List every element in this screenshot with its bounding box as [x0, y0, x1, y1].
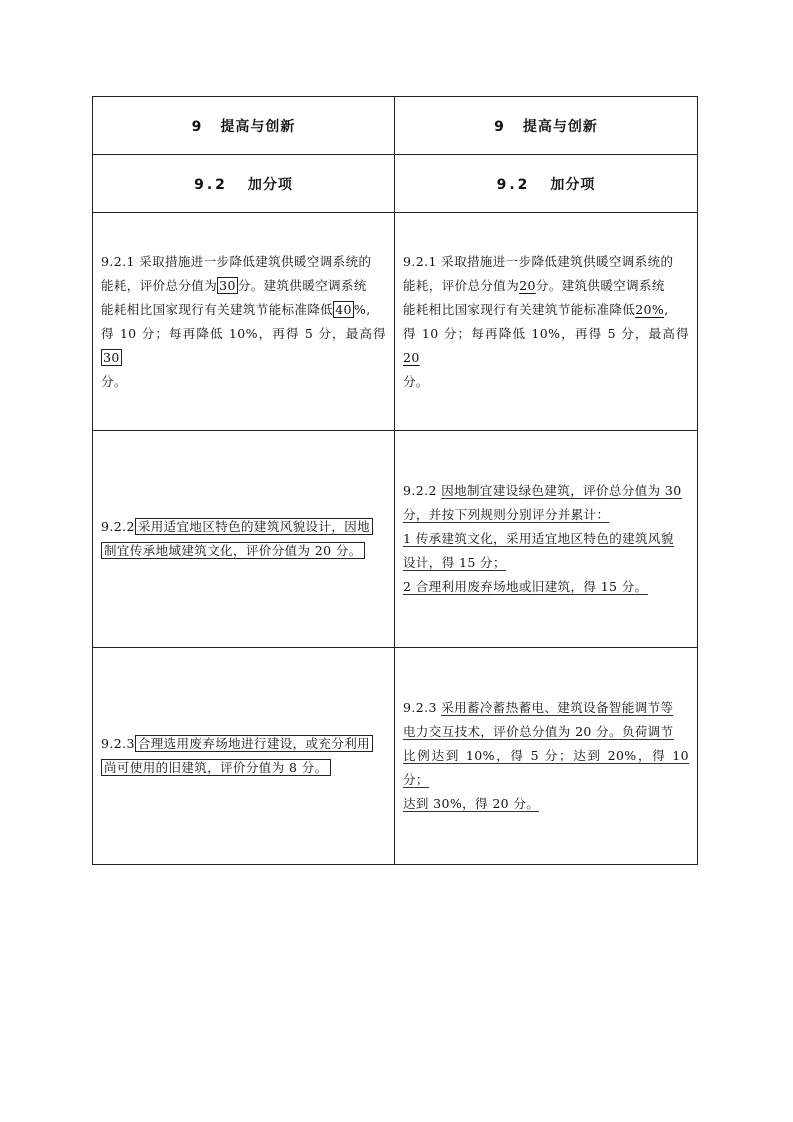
- clause-text: 9.2.1 采取措施进一步降低建筑供暖空调系统的 能耗，评价总分值为20分。建筑供暖空调系统 能耗相比国家现行有关建筑节能标准降低20%, 得 10 分；每再降低 10%，再得 5 分，最高得20 分。: [403, 253, 689, 389]
- section-header-right: [395, 155, 698, 213]
- clause-text: 9.2.2 因地制宜建设绿色建筑，评价总分值为 30 分，并按下列规则分别评分并累计： 1 传承建筑文化，采用适宜地区特色的建筑风貌 设计，得 15 分； 2 合理利用废弃场地或旧建筑，得 15 分。: [403, 483, 682, 594]
- clause-text: 9.2.3 采用蓄冷蓄热蓄电、建筑设备智能调节等 电力交互技术，评价总分值为 20 分。负荷调节 比例达到 10%，得 5 分；达到 20%，得 10 分； 达到 30%，得 20 分。: [403, 700, 689, 811]
- section-header-row: [93, 155, 698, 213]
- clause-9-2-1-new: [395, 213, 698, 431]
- comparison-table: [92, 96, 698, 865]
- deleted-text-box: 采用适宜地区特色的建筑风貌设计，因地: [135, 518, 373, 535]
- chapter-number: 9: [494, 118, 505, 135]
- clause-9-2-1-row: [93, 213, 698, 431]
- changed-value-box: 30: [103, 349, 120, 365]
- section-title: 加分项: [550, 176, 596, 193]
- added-text-underline: 比例达到 10%，得 5 分；达到 20%，得 10 分；: [403, 748, 689, 787]
- changed-value-underline: 20: [519, 277, 536, 293]
- added-text-underline: 设计，得 15 分；: [403, 555, 506, 570]
- changed-value-underline: 20%: [635, 301, 665, 317]
- deleted-text-box: 尚可使用的旧建筑，评价分值为 8 分。: [101, 759, 331, 776]
- clause-9-2-1-old: [93, 213, 395, 431]
- chapter-title: 提高与创新: [522, 118, 598, 135]
- chapter-number: 9: [191, 118, 203, 135]
- clause-9-2-2-new: [395, 431, 698, 648]
- clause-9-2-3-row: [93, 648, 698, 865]
- added-text-underline: 2 合理利用废弃场地或旧建筑，得 15 分。: [403, 579, 648, 594]
- clause-text: 9.2.2 采用适宜地区特色的建筑风貌设计，因地 制宜传承地域建筑文化，评价分值为 20 分。: [93, 515, 394, 563]
- chapter-header-row: [93, 97, 698, 155]
- added-text-underline: 因地制宜建设绿色建筑，评价总分值为 30: [441, 483, 682, 498]
- section-number: 9.2: [194, 176, 228, 193]
- section-title: 加分项: [247, 176, 293, 193]
- clause-9-2-3-old: [93, 648, 395, 865]
- added-text-underline: 电力交互技术，评价总分值为 20 分。负荷调节: [403, 724, 674, 739]
- clause-9-2-3-new: [395, 648, 698, 865]
- added-text-underline: 1 传承建筑文化，采用适宜地区特色的建筑风貌: [403, 531, 674, 546]
- changed-value-underline: 20: [403, 349, 420, 365]
- clause-9-2-2-old: [93, 431, 395, 648]
- section-number: 9.2: [496, 176, 531, 193]
- added-text-underline: 分，并按下列规则分别评分并累计：: [403, 507, 610, 522]
- clause-9-2-2-row: [93, 431, 698, 648]
- added-text-underline: 采用蓄冷蓄热蓄电、建筑设备智能调节等: [441, 700, 674, 715]
- deleted-text-box: 制宜传承地域建筑文化，评价分值为 20 分。: [101, 542, 365, 559]
- clause-text: 9.2.1 采取措施进一步降低建筑供暖空调系统的 能耗，评价总分值为 30 分。建筑供暖空调系统 能耗相比国家现行有关建筑节能标准降低 40 %, 得 10 分；每再降低 10%，再得 5 分，最高得30 分。: [101, 253, 386, 389]
- chapter-header-right: [395, 97, 698, 155]
- chapter-header-left: [93, 97, 395, 155]
- chapter-title: 提高与创新: [220, 118, 296, 135]
- added-text-underline: 达到 30%，得 20 分。: [403, 796, 540, 811]
- clause-text: 9.2.3 合理选用废弃场地进行建设，或充分利用 尚可使用的旧建筑，评价分值为 8 分。: [93, 732, 394, 780]
- changed-value-box: 40: [335, 301, 352, 317]
- section-header-left: [93, 155, 395, 213]
- changed-value-box: 30: [219, 277, 236, 293]
- deleted-text-box: 合理选用废弃场地进行建设，或充分利用: [135, 735, 373, 752]
